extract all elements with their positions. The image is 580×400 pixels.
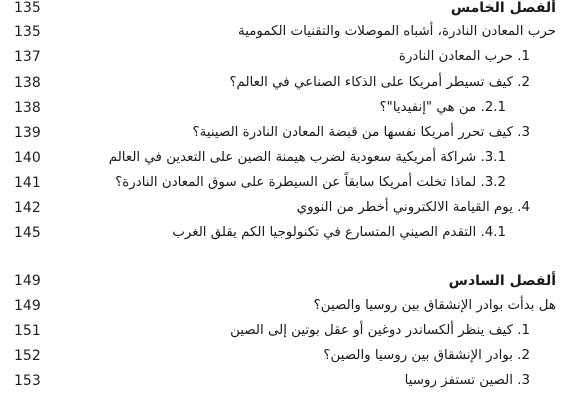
toc-entry	[14, 97, 556, 119]
page-number: 140	[14, 150, 41, 166]
chapter-title: ألفصل السادس	[448, 273, 556, 289]
toc-entry-text: 3. كيف تحرر أمريكا نفسها من قبضة المعادن النادرة الصينية؟	[192, 125, 530, 140]
page-number: 145	[14, 225, 41, 241]
toc-entry-text: 2. كيف تسيطر أمريكا على الذكاء الصناعي في العالم؟	[229, 75, 530, 90]
page-number: 139	[14, 125, 41, 141]
page-number: 153	[14, 373, 41, 389]
page-number: 135	[14, 24, 41, 40]
page-number: 141	[14, 175, 41, 191]
toc-entry	[14, 320, 556, 342]
toc-entry-text: 3.2. لماذا تخلت أمريكا سابقاً عن السيطرة على سوق المعادن النادرة؟	[115, 175, 506, 190]
page-number: 149	[14, 273, 41, 289]
toc-entry-text: 4. يوم القيامة الالكتروني أخطر من النووي	[296, 200, 530, 215]
page-number: 152	[14, 348, 41, 364]
toc-entry	[14, 147, 556, 169]
toc-entry-text: 3.1. شراكة أمريكية سعودية لضرب هيمنة الصين على التعدين في العالم	[108, 150, 506, 165]
toc-entry	[14, 46, 556, 68]
toc-entry	[14, 172, 556, 194]
toc-entry-text: 3. الصين تستفز روسيا	[404, 373, 530, 388]
page-number: 138	[14, 75, 41, 91]
page-number: 149	[14, 298, 41, 314]
toc-entry	[14, 370, 556, 392]
toc-entry-text: 4.1. التقدم الصيني المتسارع في تكنولوجيا الكم يقلق الغرب	[172, 225, 506, 240]
page-number: 137	[14, 49, 41, 65]
page-number: 142	[14, 200, 41, 216]
toc-entry	[14, 345, 556, 367]
chapter-5-subtitle-row	[14, 21, 556, 43]
toc-entry-text: 2. بوادر الإنشقاق بين روسيا والصين؟	[323, 348, 530, 363]
toc-entry	[14, 222, 556, 244]
toc-entry	[14, 197, 556, 219]
toc-entry	[14, 122, 556, 144]
chapter-subtitle: هل بدأت بوادر الإنشقاق بين روسيا والصين؟	[313, 298, 556, 313]
toc-entry-text: 2.1. من هي "إنفيديا"؟	[379, 100, 506, 115]
chapter-6-subtitle-row	[14, 295, 556, 317]
page-number: 135	[14, 0, 41, 16]
page-number: 151	[14, 323, 41, 339]
toc-entry-text: 1. كيف ينظر ألكساندر دوغين أو عقل بوتين إلى الصين	[230, 323, 530, 338]
chapter-6-title-row	[14, 270, 556, 292]
chapter-5-title-row	[14, 0, 556, 19]
page-number: 138	[14, 100, 41, 116]
toc-entry	[14, 72, 556, 94]
chapter-subtitle: حرب المعادن النادرة، أشباه الموصلات والتقنيات الكمومية	[238, 24, 556, 39]
toc-entry-text: 1. حرب المعادن النادرة	[398, 49, 530, 64]
chapter-title: ألفصل الخامس	[450, 0, 556, 16]
